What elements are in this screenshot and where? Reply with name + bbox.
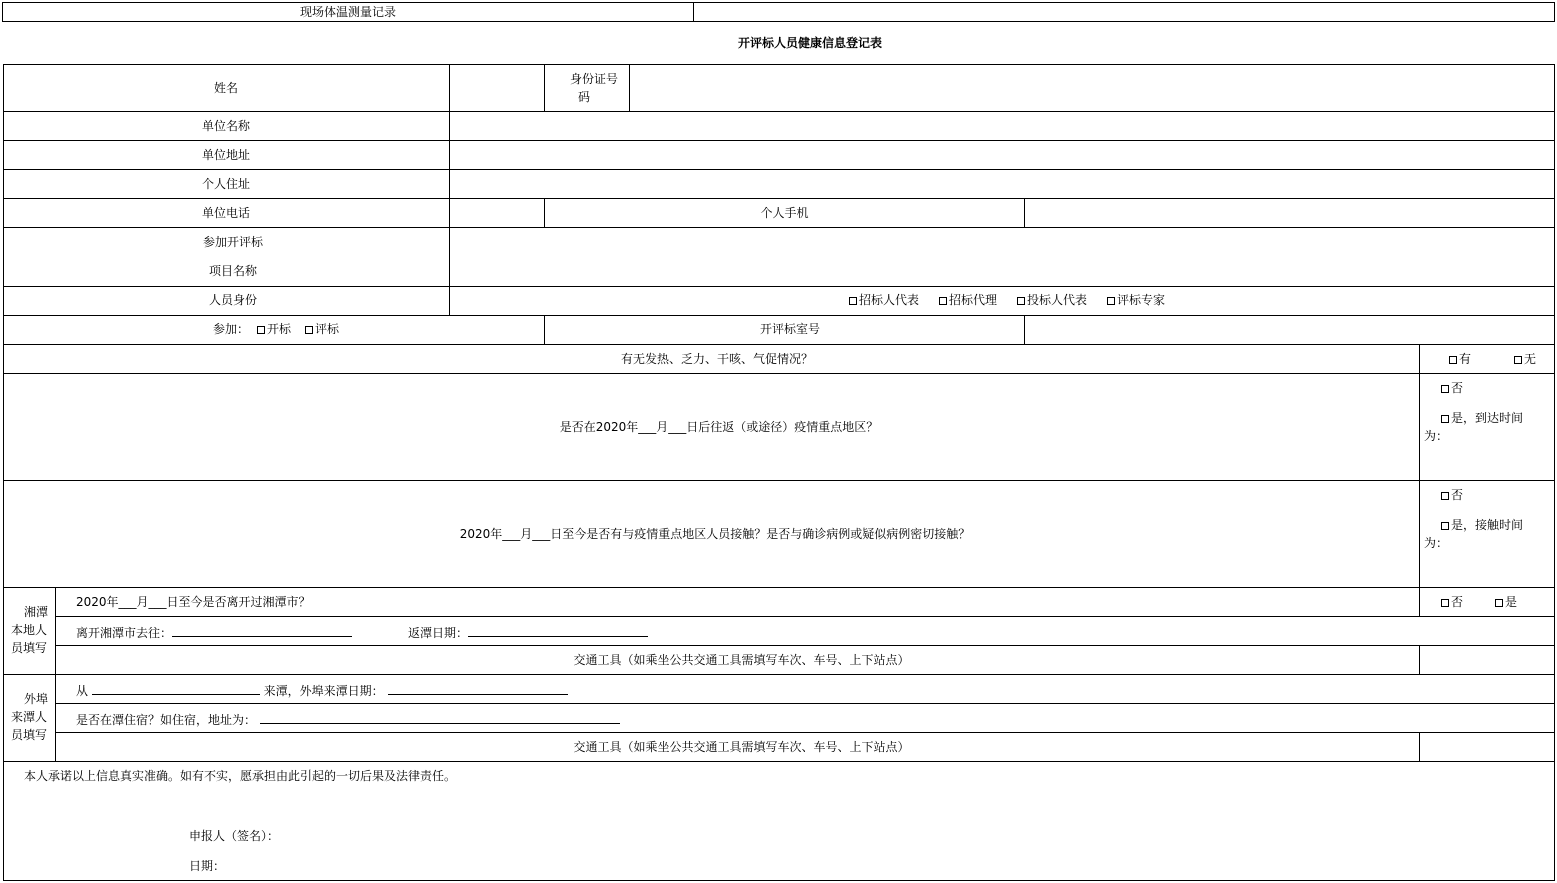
room-number-label: 开评标室号 — [759, 322, 820, 336]
participate-option-evaluation[interactable]: 评标 — [305, 322, 339, 336]
participate-option-opening[interactable]: 开标 — [257, 322, 291, 336]
travel-yes-line2: 为： — [1424, 429, 1449, 443]
temperature-record-value[interactable] — [693, 2, 1555, 22]
project-label-line1: 参加开评标 — [202, 235, 263, 249]
external-section-label-line3: 员填写 — [10, 728, 47, 742]
contact-no-option[interactable]: 否 — [1441, 488, 1463, 502]
checkbox-icon — [1441, 599, 1449, 607]
left-city-yes-option[interactable]: 是 — [1495, 595, 1517, 609]
id-number-label-line1: 身份证号 — [570, 72, 619, 86]
col-divider — [1419, 344, 1420, 617]
contact-yes-line2: 为： — [1424, 536, 1449, 550]
date-input[interactable] — [230, 856, 530, 876]
name-input[interactable] — [450, 65, 544, 111]
local-section-label-line1: 湘潭 — [23, 605, 48, 619]
identity-label: 人员身份 — [208, 293, 257, 307]
room-number-input[interactable] — [1025, 316, 1554, 344]
checkbox-icon — [1441, 522, 1449, 530]
checkbox-icon — [1441, 415, 1449, 423]
identity-option-tenderer-rep[interactable]: 招标人代表 — [849, 293, 919, 307]
return-date-row — [408, 624, 648, 640]
mobile-label: 个人手机 — [760, 206, 809, 220]
travel-no-option[interactable]: 否 — [1441, 381, 1463, 395]
origin-label: 从 — [76, 684, 89, 698]
checkbox-icon — [257, 326, 265, 334]
lodging-address-input[interactable] — [260, 711, 620, 724]
name-label: 姓名 — [213, 81, 238, 95]
unit-phone-input[interactable] — [450, 199, 544, 227]
row-divider — [56, 645, 1555, 646]
row-divider — [3, 286, 1555, 287]
travel-yes-option[interactable]: 是，到达时间 — [1441, 411, 1523, 425]
arrival-label: 来潭，外埠来潭日期： — [263, 684, 384, 698]
personal-address-input[interactable] — [450, 170, 1554, 198]
checkbox-icon — [849, 297, 857, 305]
row-divider — [3, 761, 1555, 762]
row-divider — [3, 373, 1555, 374]
unit-address-input[interactable] — [450, 141, 1554, 169]
id-number-label-line2: 码 — [578, 90, 591, 104]
origin-input[interactable] — [92, 682, 260, 695]
row-divider — [3, 344, 1555, 345]
unit-address-label: 单位地址 — [201, 148, 250, 162]
origin-row — [76, 682, 568, 698]
pledge-text: 本人承诺以上信息真实准确。如有不实，愿承担由此引起的一切后果及法律责任。 — [24, 769, 457, 783]
unit-phone-label: 单位电话 — [201, 206, 250, 220]
identity-option-agent[interactable]: 招标代理 — [939, 293, 997, 307]
lodging-row — [76, 711, 620, 727]
symptoms-no-option[interactable]: 无 — [1514, 352, 1536, 366]
external-section-label-line1: 外埠 — [23, 692, 48, 706]
identity-option-bidder-rep[interactable]: 投标人代表 — [1017, 293, 1087, 307]
symptoms-question: 有无发热、乏力、干咳、气促情况？ — [620, 352, 813, 366]
local-transport-label: 交通工具（如乘坐公共交通工具需填写车次、车号、上下站点） — [573, 653, 910, 667]
temperature-record-label: 现场体温测量记录 — [300, 5, 397, 19]
checkbox-icon — [1514, 356, 1522, 364]
local-section-label-line2: 本地人 — [10, 623, 47, 637]
contact-question: 2020年___月___日至今是否有与疫情重点地区人员接触？是否与确诊病例或疑似病例密切接触？ — [459, 527, 971, 541]
signature-label: 申报人（签名）： — [189, 829, 280, 843]
participate-label: 参加： — [213, 322, 250, 336]
project-label-line2: 项目名称 — [208, 264, 257, 278]
id-number-input[interactable] — [630, 65, 1554, 111]
row-divider — [3, 587, 1555, 588]
row-divider — [56, 616, 1555, 617]
checkbox-icon — [305, 326, 313, 334]
unit-name-input[interactable] — [450, 112, 1554, 140]
destination-row — [76, 624, 352, 640]
row-divider — [3, 480, 1555, 481]
destination-input[interactable] — [172, 624, 352, 637]
page-title: 开评标人员健康信息登记表 — [737, 36, 882, 50]
left-city-question: 2020年___月___日至今是否离开过湘潭市？ — [76, 595, 311, 609]
checkbox-icon — [939, 297, 947, 305]
signature-input[interactable] — [290, 826, 590, 846]
external-section-label-line2: 来潭人 — [10, 710, 47, 724]
local-section-label-line3: 员填写 — [10, 641, 47, 655]
identity-option-expert[interactable]: 评标专家 — [1107, 293, 1165, 307]
unit-name-label: 单位名称 — [201, 119, 250, 133]
local-transport-input[interactable] — [1420, 646, 1554, 674]
symptoms-yes-option[interactable]: 有 — [1449, 352, 1471, 366]
mobile-input[interactable] — [1025, 199, 1554, 227]
checkbox-icon — [1495, 599, 1503, 607]
contact-yes-option[interactable]: 是，接触时间 — [1441, 518, 1523, 532]
checkbox-icon — [1107, 297, 1115, 305]
return-date-label: 返潭日期： — [408, 626, 469, 640]
row-divider — [3, 674, 1555, 675]
checkbox-icon — [1441, 385, 1449, 393]
checkbox-icon — [1441, 492, 1449, 500]
personal-address-label: 个人住址 — [201, 177, 250, 191]
project-name-input[interactable] — [450, 228, 1554, 286]
return-date-input[interactable] — [468, 624, 648, 637]
arrival-date-input[interactable] — [388, 682, 568, 695]
checkbox-icon — [1449, 356, 1457, 364]
external-transport-input[interactable] — [1420, 733, 1554, 761]
date-label: 日期： — [189, 859, 226, 873]
lodging-label: 是否在潭住宿？如住宿，地址为： — [76, 713, 257, 727]
left-city-no-option[interactable]: 否 — [1441, 595, 1463, 609]
external-transport-label: 交通工具（如乘坐公共交通工具需填写车次、车号、上下站点） — [573, 740, 910, 754]
row-divider — [56, 703, 1555, 704]
checkbox-icon — [1017, 297, 1025, 305]
col-divider — [544, 64, 545, 111]
destination-label: 离开湘潭市去往： — [76, 626, 173, 640]
travel-question: 是否在2020年___月___日后往返（或途径）疫情重点地区？ — [559, 420, 879, 434]
row-divider — [56, 732, 1555, 733]
